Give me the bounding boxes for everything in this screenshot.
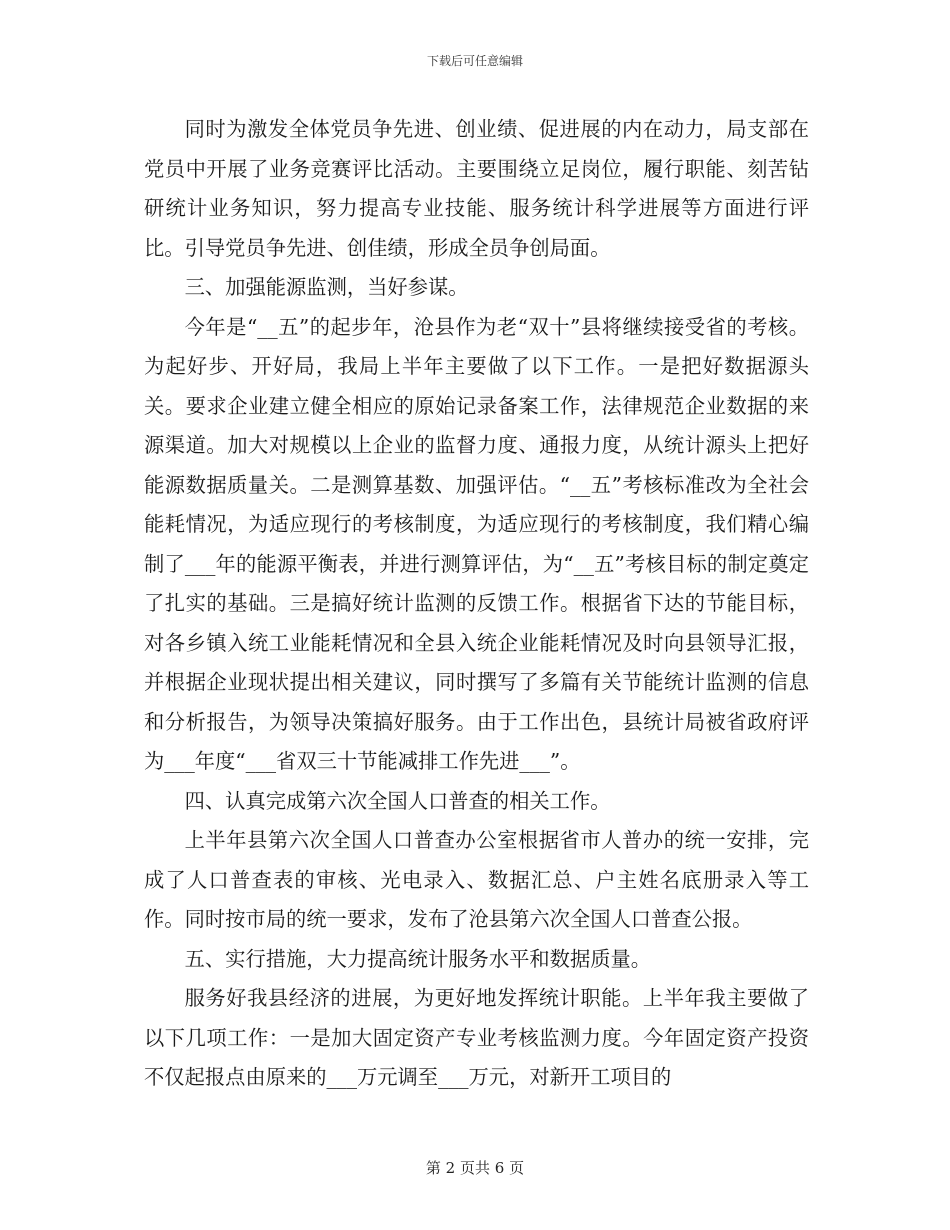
document-body — [144, 110, 809, 1098]
section-heading: 四、认真完成第六次全国人口普查的相关工作。 — [184, 788, 611, 813]
page-header: 下载后可任意编辑 — [426, 54, 523, 68]
paragraph: 上半年县第六次全国人口普查办公室根据省市人普办的统一安排，完成了人口普查表的审核、光电录入、数据汇总、户主姓名底册录入等工作。同时按市局的统一要求，发布了沧县第六次全国人口普查公报。 — [144, 828, 809, 931]
paragraph: 今年是“__五”的起步年，沧县作为老“双十”县将继续接受省的考核。为起好步、开好局，我局上半年主要做了以下工作。一是把好数据源头关。要求企业建立健全相应的原始记录备案工作，法律规范企业数据的来源渠道。加大对规模以上企业的监督力度、通报力度，从统计源头上把好能源数据质量关。二是测算基数、加强评估。“__五”考核标准改为全社会能耗情况，为适应现行的考核制度，为适应现行的考核制度，我们精心编制了___年的能源平衡表，并进行测算评估，为“__五”考核目标的制定奠定了扎实的基础。三是搞好统计监测的反馈工作。根据省下达的节能目标，对各乡镇入统工业能耗情况和全县入统企业能耗情况及时向县领导汇报，并根据企业现状提出相关建议，同时撰写了多篇有关节能统计监测的信息和分析报告，为领导决策搞好服务。由于工作出色，县统计局被省政府评为___年度“___省双三十节能减排工作先进___”。 — [144, 314, 809, 773]
section-heading: 五、实行措施，大力提高统计服务水平和数据质量。 — [184, 946, 652, 971]
page-footer: 第 2 页共 6 页 — [425, 1159, 525, 1177]
paragraph: 同时为激发全体党员争先进、创业绩、促进展的内在动力，局支部在党员中开展了业务竞赛评比活动。主要围绕立足岗位，履行职能、刻苦钻研统计业务知识，努力提高专业技能、服务统计科学进展等方面进行评比。引导党员争先进、创佳绩，形成全员争创局面。 — [144, 117, 809, 260]
section-heading: 三、加强能源监测，当好参谋。 — [184, 275, 469, 299]
paragraph: 服务好我县经济的进展，为更好地发挥统计职能。上半年我主要做了以下几项工作：一是加大固定资产专业考核监测力度。今年固定资产投资不仅起报点由原来的___万元调至___万元，对新开工项目的 — [144, 986, 809, 1089]
